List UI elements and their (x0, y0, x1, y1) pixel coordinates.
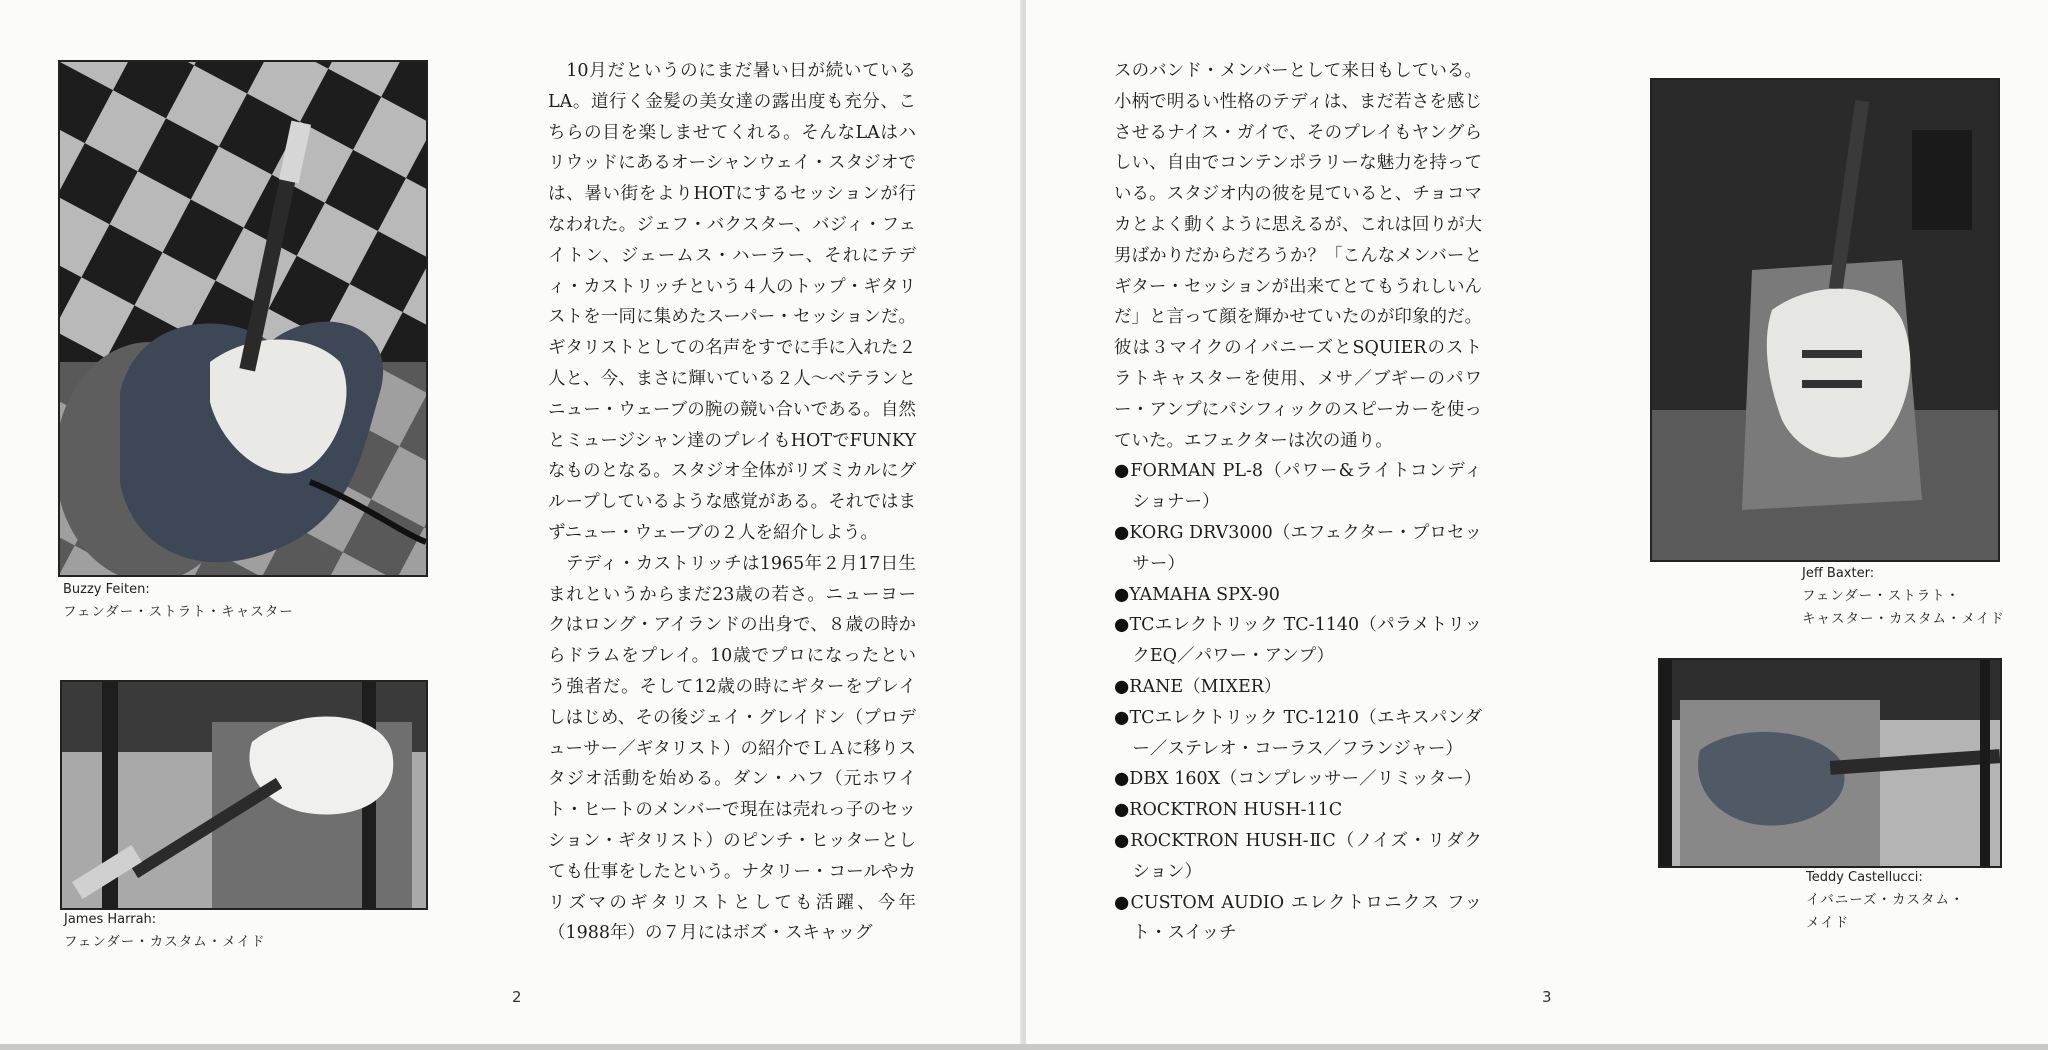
list-item: ●RANE（MIXER） (1114, 676, 1282, 697)
article-paragraph: 10月だというのにまだ暑い日が続いているLA。道行く金髪の美女達の露出度も充分、こちらの目を楽しませてくれる。そんなLAはハリウッドにあるオーシャンウェイ・スタジオでは、暑い街をよりHOTにするセッションが行なわれた。ジェフ・バクスター、バジィ・フェイトン、ジェームス・ハーラー、それにテディ・カストリッチという４人のトップ・ギタリストを一同に集めたスーパー・セッションだ。ギタリストとしての名声をすでに手に入れた２人と、今、まさに輝いている２人〜ベテランとニュー・ウェーブの腕の競い合いである。自然とミュージシャン達のプレイもHOTでFUNKYなものとなる。スタジオ全体がリズミカルにグループしているような感覚がある。それではまずニュー・ウェーブの２人を紹介しよう。 (548, 61, 916, 543)
bullet-icon: ● (1114, 707, 1130, 728)
effects-list (1114, 456, 1482, 949)
caption-desc: フェンダー・ストラト・ (1802, 588, 1961, 604)
guitar-photo-icon (1652, 80, 1998, 560)
photo-james-harrah (60, 680, 428, 910)
caption-buzzy-feiten (63, 578, 294, 624)
caption-desc: メイド (1806, 915, 1850, 931)
left-page (0, 0, 1022, 1050)
caption-name: Buzzy Feiten: (63, 582, 150, 597)
caption-teddy-castellucci (1806, 866, 1965, 935)
guitar-photo-icon (60, 62, 426, 575)
caption-desc: イバニーズ・カスタム・ (1806, 892, 1965, 908)
caption-jeff-baxter (1802, 562, 2005, 631)
caption-name: Jeff Baxter: (1802, 566, 1875, 581)
list-item: ●TCエレクトリック TC-1140（パラメトリックEQ／パワー・アンプ） (1114, 615, 1482, 667)
bullet-icon: ● (1114, 769, 1130, 790)
article-column-right (1114, 56, 1482, 949)
list-item: ●KORG DRV3000（エフェクター・プロセッサー） (1114, 522, 1482, 574)
list-item: ●TCエレクトリック TC-1210（エキスパンダー／ステレオ・コーラス／フランジャー） (1114, 707, 1482, 759)
article-paragraph: スのバンド・メンバーとして来日もしている。小柄で明るい性格のテディは、まだ若さを感じさせるナイス・ガイで、そのプレイもヤングらしい、自由でコンテンポラリーな魅力を持っている。スタジオ内の彼を見ていると、チョコマカとよく動くように思えるが、これは回りが大男ばかりだからだろうか？「こんなメンバーとギター・セッションが出来てとてもうれしいんだ」と言って顔を輝かせていたのが印象的だ。彼は３マイクのイバニーズとSQUIERのストラトキャスターを使用、メサ／ブギーのパワー・アンプにパシフィックのスピーカーを使っていた。エフェクターは次の通り。 (1114, 61, 1482, 451)
photo-teddy-castellucci (1658, 658, 2002, 868)
caption-desc: キャスター・カスタム・メイド (1802, 611, 2005, 627)
photo-jeff-baxter (1650, 78, 2000, 562)
caption-james-harrah (64, 908, 266, 954)
list-item: ●FORMAN PL-8（パワー&ライトコンディショナー） (1114, 461, 1482, 513)
caption-name: James Harrah: (64, 912, 157, 927)
right-page (1026, 0, 2048, 1050)
list-item: ●CUSTOM AUDIO エレクトロニクス フット・スイッチ (1114, 892, 1482, 944)
caption-name: Teddy Castellucci: (1806, 870, 1923, 885)
page-number: 3 (1542, 988, 1552, 1006)
bullet-icon: ● (1114, 800, 1130, 821)
guitar-photo-icon (62, 682, 426, 908)
bullet-icon: ● (1114, 584, 1130, 605)
guitar-photo-icon (1660, 660, 2000, 866)
bullet-icon: ● (1114, 522, 1130, 543)
bullet-icon: ● (1114, 830, 1131, 851)
list-item: ●YAMAHA SPX-90 (1114, 584, 1280, 605)
list-item: ●DBX 160X（コンプレッサー／リミッター） (1114, 769, 1482, 790)
bullet-icon: ● (1114, 461, 1131, 482)
page-number: 2 (512, 988, 522, 1006)
article-paragraph: テディ・カストリッチは1965年２月17日生まれというからまだ23歳の若さ。ニューヨークはロング・アイランドの出身で、８歳の時からドラムをプレイ。10歳でプロになったという強者だ。そして12歳の時にギターをプレイしはじめ、その後ジェイ・グレイドン（プロデューサー／ギタリスト）の紹介でＬＡに移りスタジオ活動を始める。ダン・ハフ（元ホワイト・ヒートのメンバーで現在は売れっ子のセッション・ギタリスト）のピンチ・ヒッターとしても仕事をしたという。ナタリー・コールやカリズマのギタリストとしても活躍、今年（1988年）の７月にはボズ・スキャッグ (548, 553, 916, 944)
caption-desc: フェンダー・カスタム・メイド (64, 934, 266, 950)
bullet-icon: ● (1114, 892, 1131, 913)
list-item: ●ROCKTRON HUSH-11C (1114, 800, 1343, 821)
bottom-edge (0, 1044, 2048, 1050)
caption-desc: フェンダー・ストラト・キャスター (63, 604, 294, 620)
article-column-left (548, 56, 916, 949)
bullet-icon: ● (1114, 676, 1130, 697)
list-item: ●ROCKTRON HUSH-ⅡC（ノイズ・リダクション） (1114, 830, 1483, 882)
bullet-icon: ● (1114, 615, 1130, 636)
photo-buzzy-feiten (58, 60, 428, 577)
